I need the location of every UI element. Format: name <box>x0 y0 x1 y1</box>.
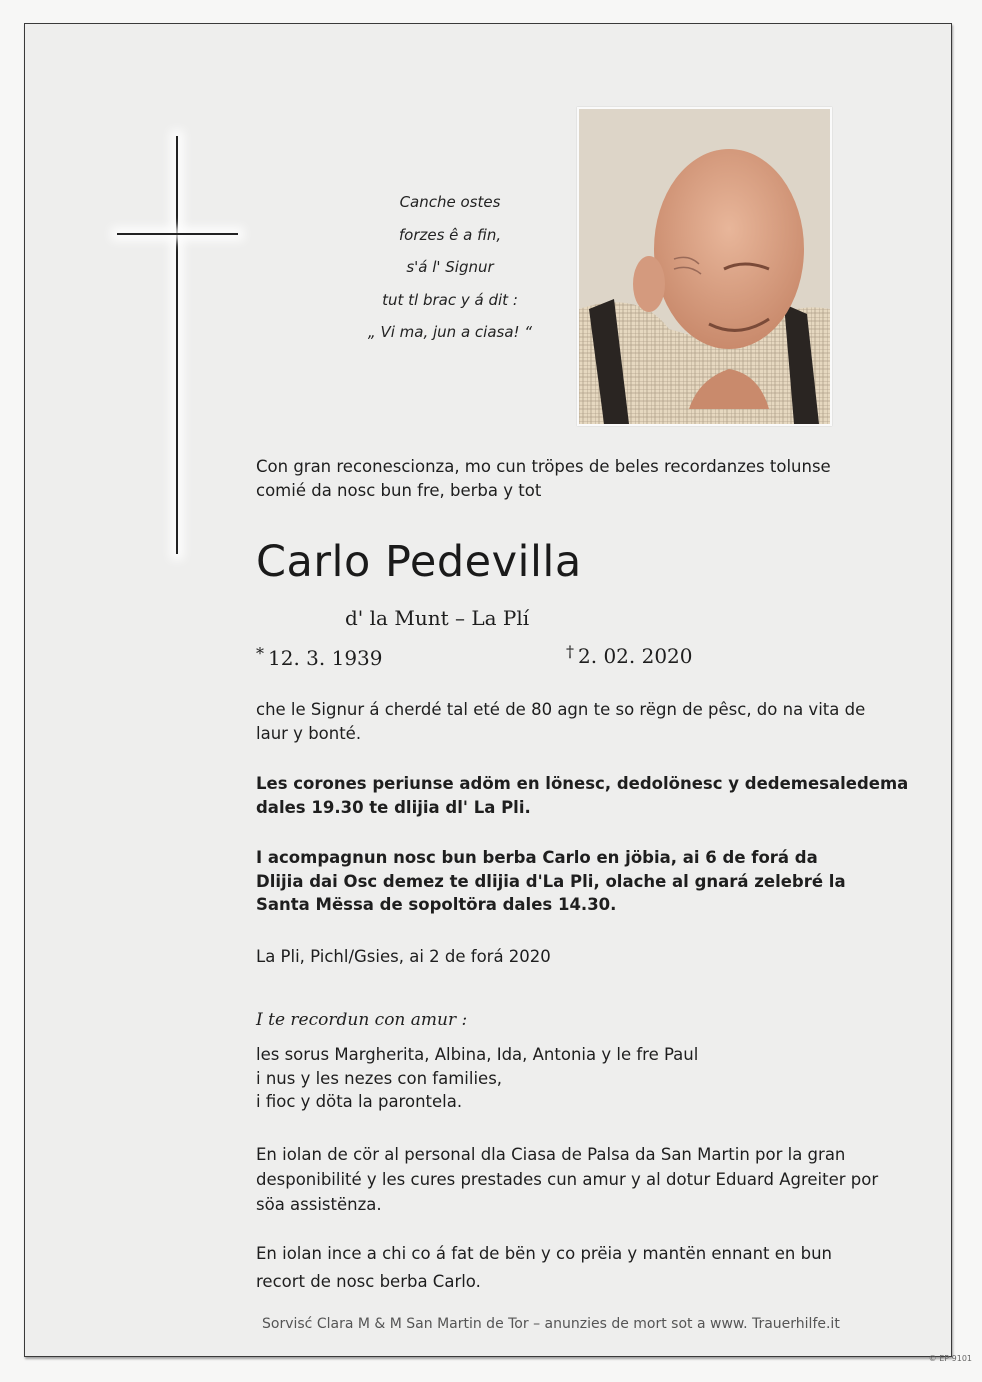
paragraph-line: che le Signur á cherdé tal eté de 80 agn te so rëgn de pêsc, do na vita de <box>256 700 866 719</box>
funeral-paragraph <box>256 846 846 917</box>
mourner-line: i nus y les nezes con families, <box>256 1068 503 1088</box>
intro-text <box>256 455 831 502</box>
place-date: La Pli, Pichl/Gsies, ai 2 de forá 2020 <box>256 947 551 966</box>
verse-line: forzes ê a fin, <box>398 225 502 244</box>
portrait-illustration <box>579 109 830 424</box>
copyright: © EP 9101 <box>928 1354 972 1363</box>
paragraph-line: En iolan ince a chi co á fat de bën y co prëia y mantën ennant en bun <box>256 1244 833 1263</box>
paragraph-line: Dlijia dai Osc demez te dlijia d'La Pli, olache al gnará zelebré la <box>256 871 846 891</box>
paragraph-line: recort de nosc berba Carlo. <box>256 1272 481 1291</box>
verse-line: „ Vi ma, jun a ciasa! “ <box>367 323 533 341</box>
death-date-line <box>566 642 693 668</box>
birth-symbol: * <box>256 644 264 663</box>
paragraph-line: laur y bonté. <box>256 723 362 743</box>
thanks-paragraph-2 <box>256 1240 832 1296</box>
verse-line: Canche ostes <box>399 193 501 211</box>
cross-icon-vertical <box>176 136 178 554</box>
death-symbol: † <box>566 642 574 661</box>
paragraph-line: söa assistënza. <box>256 1195 382 1214</box>
intro-line: comié da nosc bun fre, berba y tot <box>256 480 542 500</box>
death-date: 2. 02. 2020 <box>578 644 693 668</box>
mourner-line: i fioc y döta la parontela. <box>256 1092 463 1111</box>
mourner-line: les sorus Margherita, Albina, Ida, Antonia y le fre Paul <box>256 1045 699 1064</box>
cross-icon-horizontal <box>117 233 238 235</box>
corones-paragraph <box>256 772 908 819</box>
verse-line: s'á l' Signur <box>406 258 494 276</box>
deceased-house: d' la Munt – La Plí <box>345 606 530 630</box>
mourners-list <box>256 1043 698 1114</box>
signur-paragraph <box>256 698 865 745</box>
footer-text: Sorvisć Clara M & M San Martin de Tor – anunzies de mort sot a www. Trauerhilfe.it <box>262 1316 840 1332</box>
birth-date: 12. 3. 1939 <box>268 646 383 670</box>
paragraph-line: Santa Mëssa de sopoltöra dales 14.30. <box>256 895 617 914</box>
paragraph-line: Les corones periunse adöm en lönesc, dedolönesc y dedemesaledema <box>256 774 909 793</box>
paragraph-line: En iolan de cör al personal dla Ciasa de Palsa da San Martin por la gran <box>256 1145 846 1164</box>
intro-line: Con gran reconescionza, mo cun tröpes de beles recordanzes tolunse <box>256 457 831 476</box>
paragraph-line: dales 19.30 te dlijia dl' La Pli. <box>256 797 531 817</box>
paragraph-line: I acompagnun nosc bun berba Carlo en jöbia, ai 6 de forá da <box>256 848 818 867</box>
remembrance-heading: I te recordun con amur : <box>256 1010 468 1030</box>
deceased-name: Carlo Pedevilla <box>256 537 582 587</box>
thanks-paragraph-1 <box>256 1142 878 1217</box>
paragraph-line: desponibilité y les cures prestades cun amur y al dotur Eduard Agreiter por <box>256 1170 879 1189</box>
verse <box>350 186 550 349</box>
verse-line: tut tl brac y á dit : <box>382 290 518 309</box>
birth-date-line <box>256 644 383 670</box>
portrait-photo <box>577 107 832 426</box>
